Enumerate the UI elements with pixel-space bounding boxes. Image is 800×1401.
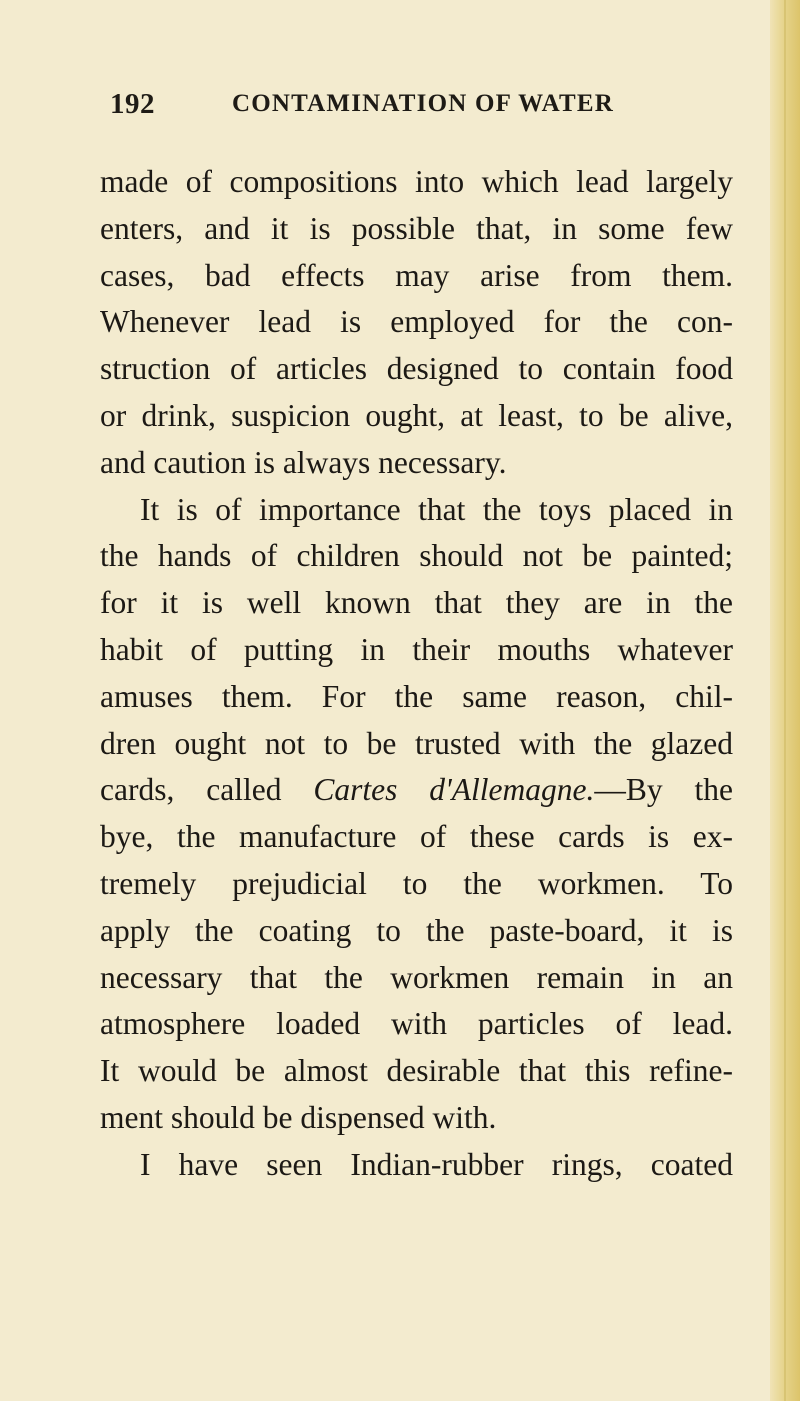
body-text [100, 159, 733, 1189]
page-edge-line [784, 0, 786, 1401]
text-line: struction of articles designed to contain food [100, 351, 733, 387]
running-head: CONTAMINATION OF WATER [232, 90, 614, 117]
text-line: It is of importance that the toys placed in [140, 491, 733, 527]
text-line: amuses them. For the same reason, chil- [100, 678, 733, 714]
page-header [110, 88, 750, 128]
text-line: the hands of children should not be painted; [100, 538, 733, 574]
text-line: I have seen Indian-rubber rings, coated [140, 1146, 733, 1182]
italic-title: Cartes d'Allemagne. [313, 772, 595, 808]
text-line: bye, the manufacture of these cards is ex- [100, 819, 733, 855]
text-line: dren ought not to be trusted with the glazed [100, 725, 733, 761]
text-line: habit of putting in their mouths whatever [100, 631, 733, 667]
text-line: atmosphere loaded with particles of lead. [100, 1006, 733, 1042]
text-line: for it is well known that they are in the [100, 585, 733, 621]
text-line: cases, bad effects may arise from them. [100, 257, 733, 293]
text-line: enters, and it is possible that, in some few [100, 210, 733, 246]
text-line: It would be almost desirable that this refine- [100, 1053, 733, 1089]
text-line: necessary that the workmen remain in an [100, 959, 733, 995]
text-line: and caution is always necessary. [100, 444, 507, 480]
text-line: Whenever lead is employed for the con- [100, 304, 733, 340]
text-line: ment should be dispensed with. [100, 1099, 497, 1135]
text-run: cards, called [100, 772, 314, 808]
page-number: 192 [110, 88, 155, 120]
text-line: apply the coating to the paste-board, it is [100, 912, 733, 948]
text-line: or drink, suspicion ought, at least, to be alive, [100, 397, 733, 433]
text-run: —By the [594, 772, 733, 808]
text-line-with-italic [100, 767, 733, 814]
text-line: made of compositions into which lead largely [100, 164, 733, 199]
text-line: tremely prejudicial to the workmen. To [100, 865, 733, 901]
